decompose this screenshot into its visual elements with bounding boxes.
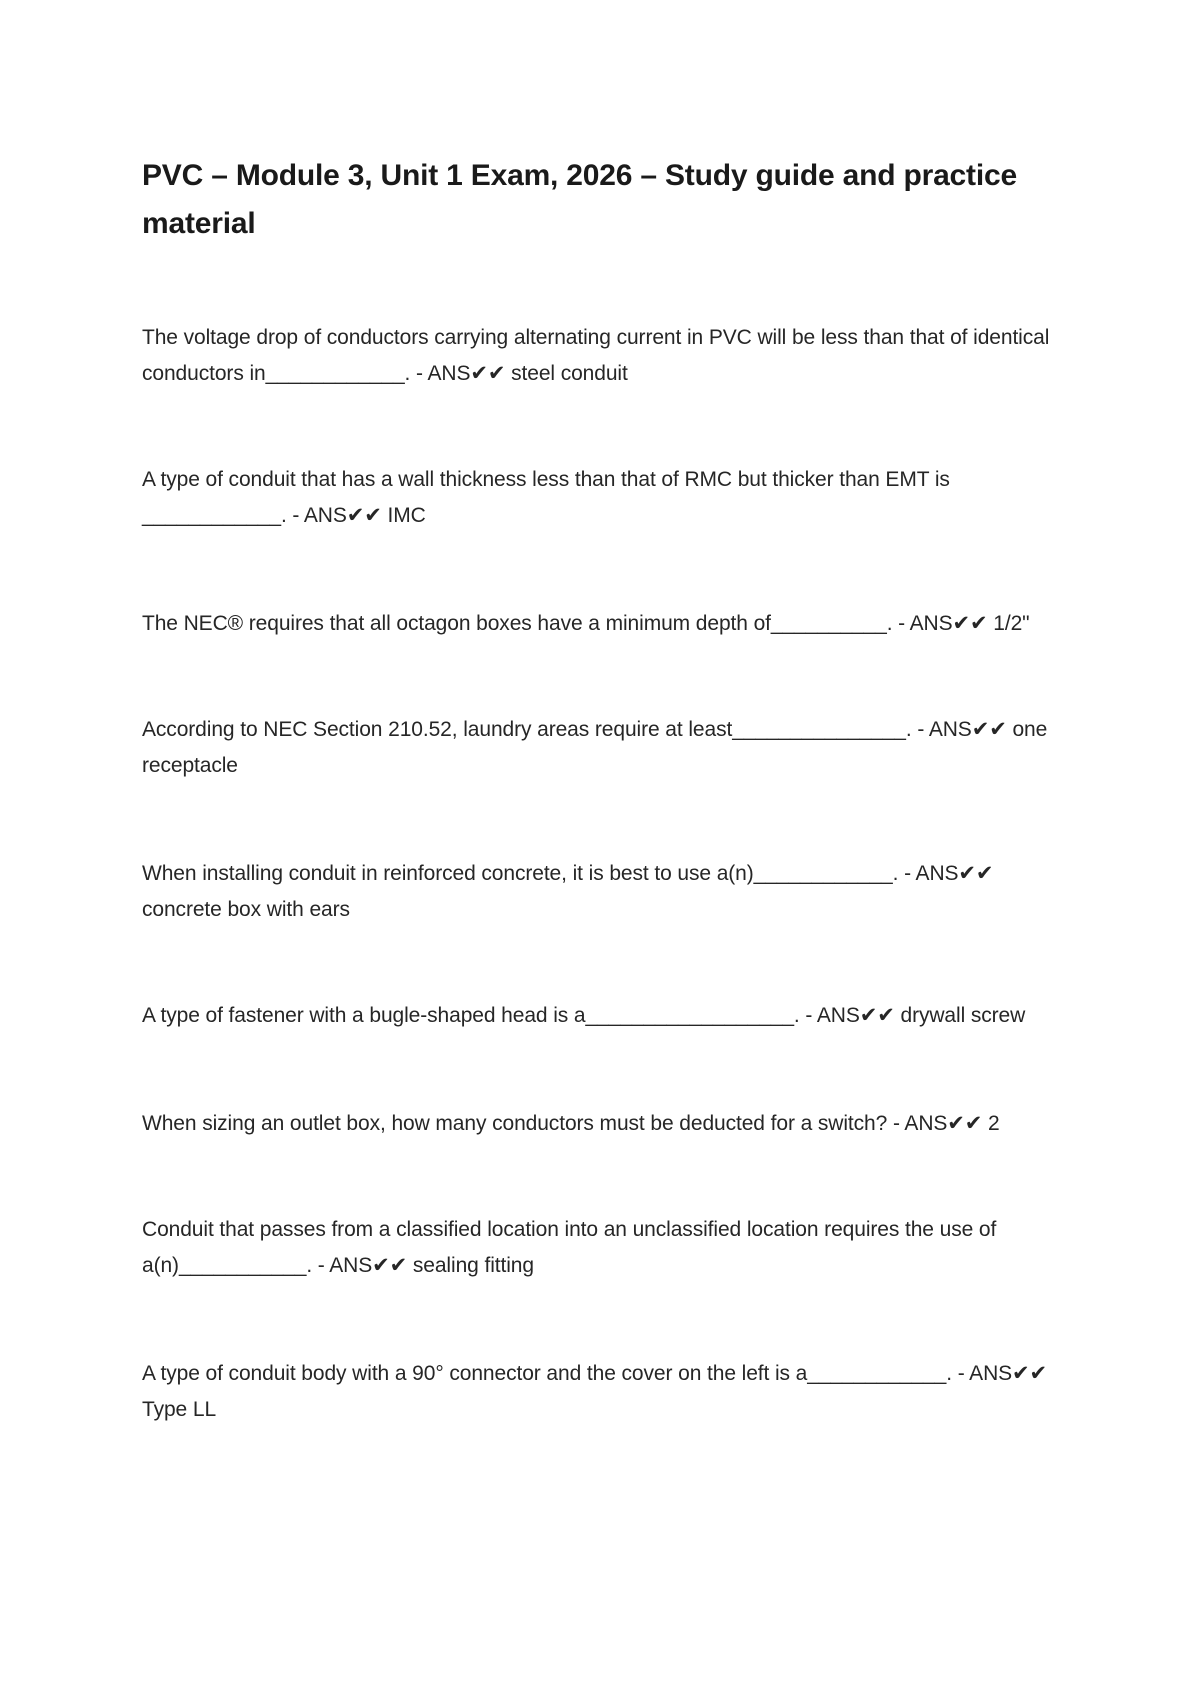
answer-separator: - ANS✔✔ — [799, 1004, 901, 1027]
qa-item-7 — [142, 1106, 1062, 1142]
question-text: A type of fastener with a bugle-shaped head is a__________________. — [142, 1004, 800, 1027]
answer-text: concrete box with ears — [142, 898, 350, 921]
answer-text: 1/2" — [993, 612, 1030, 635]
answer-separator: - ANS✔✔ — [951, 1362, 1053, 1385]
question-text: A type of conduit that has a wall thickness less than that of RMC but thicker than EMT is ____________. — [142, 468, 956, 527]
answer-text: drywall screw — [900, 1004, 1026, 1027]
question-text: When sizing an outlet box, how many conductors must be deducted for a switch? — [142, 1112, 888, 1135]
answer-text: steel conduit — [511, 362, 628, 385]
qa-item-5 — [142, 856, 1062, 928]
qa-item-8 — [142, 1212, 1062, 1284]
answer-separator: - ANS✔✔ — [892, 612, 994, 635]
qa-item-1 — [142, 320, 1062, 392]
qa-item-4 — [142, 712, 1062, 784]
document-title: PVC – Module 3, Unit 1 Exam, 2026 – Study guide and practice material — [142, 159, 1017, 240]
qa-item-2 — [142, 462, 1062, 534]
qa-item-6 — [142, 998, 1062, 1034]
question-text: The voltage drop of conductors carrying alternating current in PVC will be less than that of identical conductors in____________. — [142, 326, 1056, 385]
answer-text: Type LL — [142, 1398, 217, 1421]
answer-separator: - ANS✔✔ — [911, 718, 1013, 741]
answer-separator: - ANS✔✔ — [410, 362, 512, 385]
question-text: A type of conduit body with a 90° connector and the cover on the left is a____________. — [142, 1362, 952, 1385]
answer-text: sealing fitting — [412, 1254, 534, 1277]
answer-separator: - ANS✔✔ — [286, 504, 388, 527]
answer-separator: - ANS✔✔ — [898, 862, 1000, 885]
answer-text: IMC — [387, 504, 426, 527]
qa-item-3 — [142, 606, 1062, 642]
answer-text: 2 — [988, 1112, 1000, 1135]
question-text: The NEC® requires that all octagon boxes have a minimum depth of__________. — [142, 612, 893, 635]
question-text: Conduit that passes from a classified location into an unclassified location requires the use of a(n)___________. — [142, 1218, 1002, 1277]
question-text: According to NEC Section 210.52, laundry areas require at least_______________. — [142, 718, 912, 741]
answer-separator: - ANS✔✔ — [887, 1112, 989, 1135]
answer-separator: - ANS✔✔ — [312, 1254, 413, 1277]
qa-item-9 — [142, 1356, 1062, 1428]
answer-text: one receptacle — [142, 718, 1053, 777]
question-text: When installing conduit in reinforced concrete, it is best to use a(n)____________. — [142, 862, 899, 885]
